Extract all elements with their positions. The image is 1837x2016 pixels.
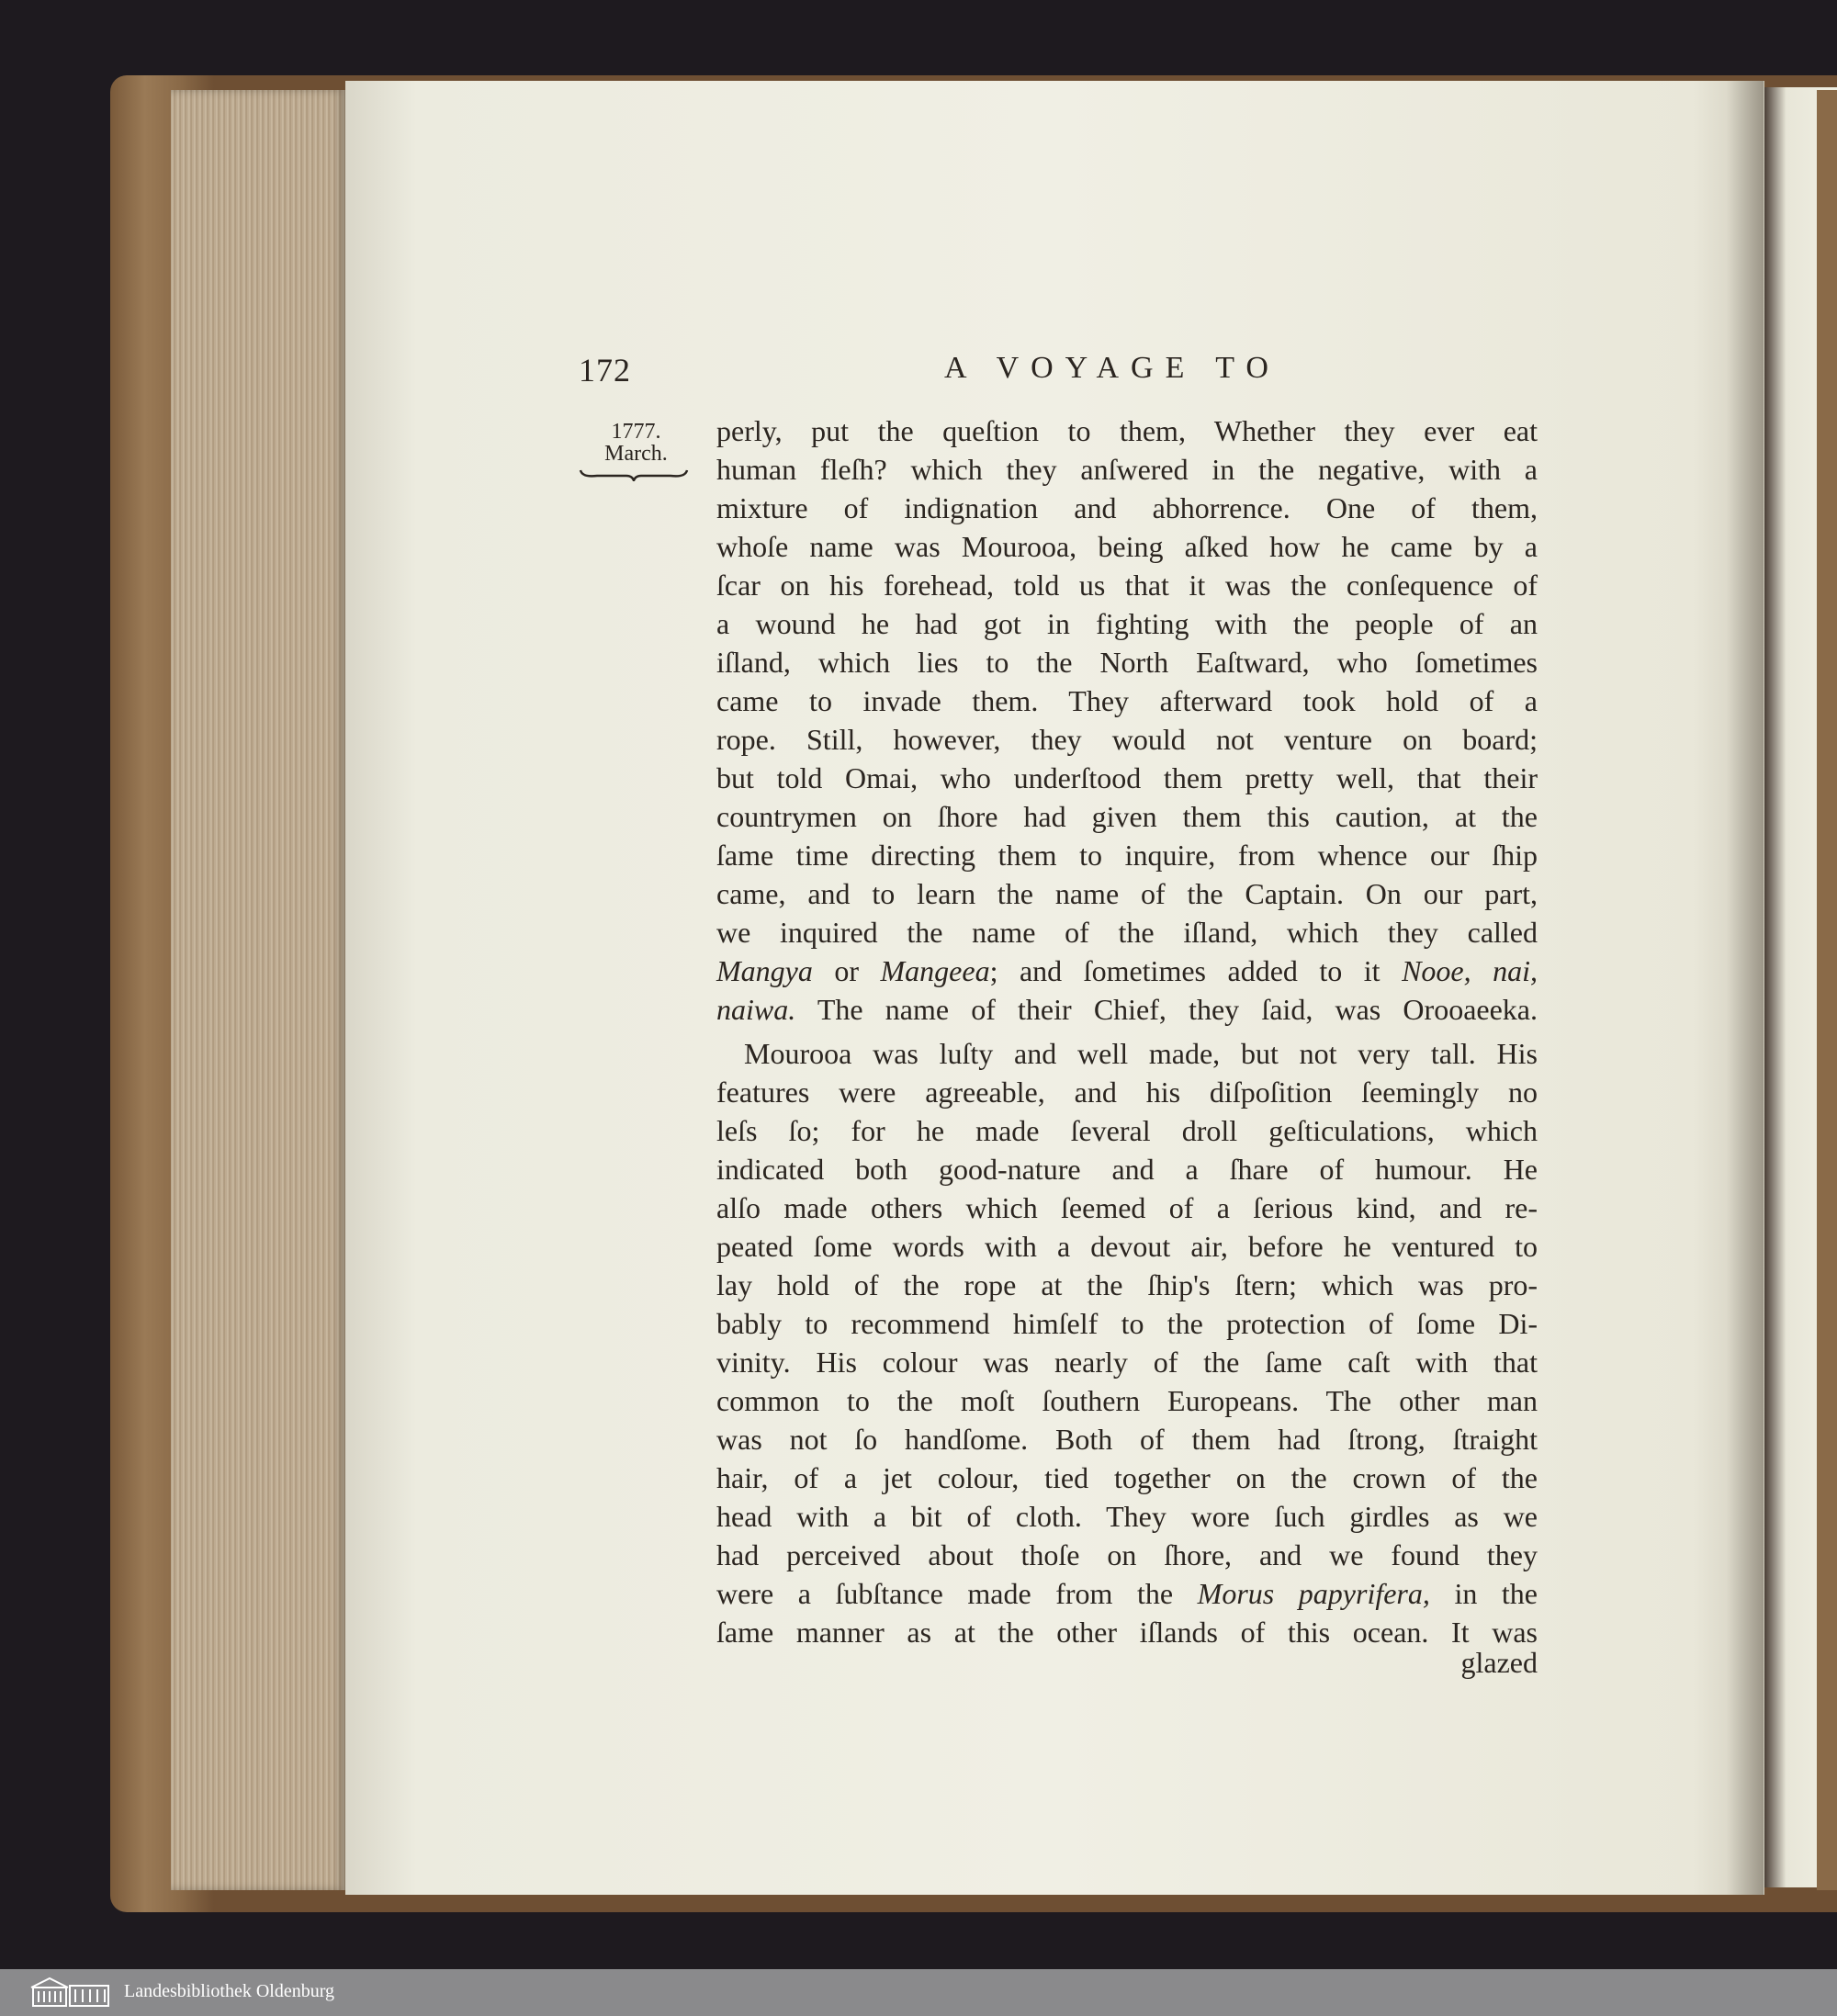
text-line: was not ſo handſome. Both of them had ſtrong, ſtraight: [716, 1423, 1538, 1456]
text-line: a wound he had got in fighting with the people of an: [716, 607, 1538, 640]
text-line: Mourooa was luſty and well made, but not very tall. His: [744, 1037, 1538, 1070]
italic-word: Morus papyrifera,: [1197, 1577, 1430, 1610]
text-segment: ; and ſometimes added to it: [989, 954, 1403, 987]
text-line: ſame manner as at the other iſlands of this ocean. It was: [716, 1616, 1538, 1649]
page-edges: [171, 90, 345, 1890]
brace-icon: [579, 467, 689, 481]
page-header: [579, 351, 1543, 397]
text-line: alſo made others which ſeemed of a ſerious kind, and re-: [716, 1191, 1538, 1224]
body-text: [716, 411, 1538, 1651]
page-number: 172: [579, 352, 631, 389]
italic-word: Nooe, nai,: [1402, 954, 1538, 987]
text-line: vinity. His colour was nearly of the ſame caſt with that: [716, 1346, 1538, 1379]
text-line: came, and to learn the name of the Captain. On our part,: [716, 877, 1538, 910]
text-line: human fleſh? which they anſwered in the negative, with a: [716, 453, 1538, 486]
footer-library-name: Landesbibliothek Oldenburg: [124, 1981, 335, 2001]
text-line: leſs ſo; for he made ſeveral droll geſticulations, which: [716, 1114, 1538, 1147]
text-line: lay hold of the rope at the ſhip's ſtern; which was pro-: [716, 1268, 1538, 1301]
library-building-icon: [28, 1975, 112, 2010]
text-line: we inquired the name of the iſland, which they called: [716, 916, 1538, 949]
running-title: A VOYAGE TO: [944, 351, 1280, 385]
text-line: peated ſome words with a devout air, before he ventured to: [716, 1230, 1538, 1263]
text-segment: were a ſubſtance made from the: [716, 1577, 1198, 1610]
text-line: iſland, which lies to the North Eaſtward, who ſometimes: [716, 646, 1538, 679]
text-line: perly, put the queſtion to them, Whether they ever eat: [716, 414, 1538, 447]
text-line-italic: [716, 1574, 1538, 1613]
text-line: ſcar on his forehead, told us that it was the conſequence of: [716, 569, 1538, 602]
italic-word: Mangya: [716, 954, 813, 987]
margin-note: [579, 421, 693, 481]
text-line: mixture of indignation and abhorrence. One of them,: [716, 491, 1538, 524]
margin-month: March.: [604, 442, 668, 466]
gutter-shadow: [1727, 81, 1764, 1895]
facing-cover-edge: [1817, 90, 1837, 1890]
text-line: head with a bit of cloth. They wore ſuch girdles as we: [716, 1500, 1538, 1533]
text-line: countrymen on ſhore had given them this caution, at the: [716, 800, 1538, 833]
text-line-italic: [716, 990, 1538, 1029]
text-line: bably to recommend himſelf to the protection of ſome Di-: [716, 1307, 1538, 1340]
text-segment: or: [812, 954, 881, 987]
text-line: features were agreeable, and his diſpoſition ſeemingly no: [716, 1076, 1538, 1109]
text-segment: in the: [1429, 1577, 1538, 1610]
text-line-italic: [716, 952, 1538, 990]
catchword: glazed: [1460, 1646, 1538, 1679]
italic-word: naiwa.: [716, 993, 796, 1026]
text-segment: The name of their Chief, they ſaid, was Orooaeeka.: [795, 993, 1538, 1026]
text-line: ſame time directing them to inquire, from whence our ſhip: [716, 839, 1538, 872]
text-line: came to invade them. They afterward took hold of a: [716, 684, 1538, 717]
italic-word: Mangeea: [880, 954, 990, 987]
text-line: rope. Still, however, they would not venture on board;: [716, 723, 1538, 756]
text-line: indicated both good-nature and a ſhare of humour. He: [716, 1153, 1538, 1186]
text-line: had perceived about thoſe on ſhore, and we found they: [716, 1538, 1538, 1571]
margin-year: 1777.: [611, 420, 661, 444]
text-line: hair, of a jet colour, tied together on the crown of the: [716, 1461, 1538, 1494]
text-line: common to the moſt ſouthern Europeans. The other man: [716, 1384, 1538, 1417]
text-line: whoſe name was Mourooa, being aſked how he came by a: [716, 530, 1538, 563]
text-line: but told Omai, who underſtood them pretty well, that their: [716, 761, 1538, 794]
